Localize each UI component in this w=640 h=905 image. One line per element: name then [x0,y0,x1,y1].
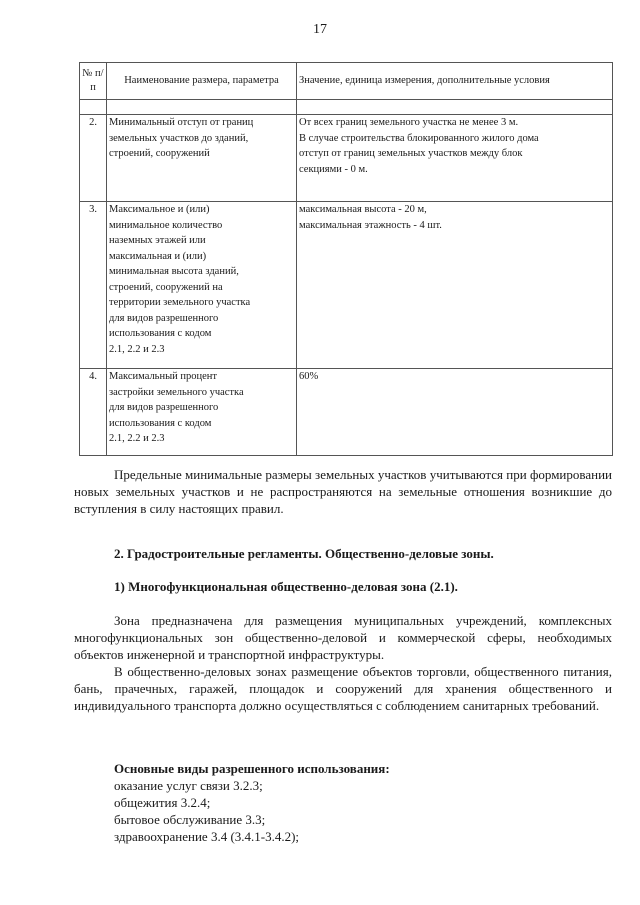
zone-requirements-paragraph: В общественно-деловых зонах размещение объектов торговли, общественного питания, бань, прачечных, гаражей, площадок и сооружений для хранения общественного и индивидуального транспорта должно осуществляться с соблюдением санитарных требований. [74,664,612,713]
row-number: 2. [80,115,107,202]
list-item: оказание услуг связи 3.2.3; [114,778,263,793]
table-spacer-row [80,100,613,115]
page-number: 17 [313,22,327,37]
list-item: бытовое обслуживание 3.3; [114,812,266,827]
list-item: здравоохранение 3.4 (3.4.1-3.4.2); [114,829,300,844]
header-number: № п/п [80,63,107,100]
permitted-uses-heading: Основные виды разрешенного использования: [114,761,390,776]
table-row [80,369,613,456]
table-row [80,202,613,369]
row-value: От всех границ земельного участка не менее 3 м. В случае строительства блокированного жилого дома отступ от границ земельных участков между блок секциями - 0 м. [297,115,613,202]
row-value: максимальная высота - 20 м, максимальная этажность - 4 шт. [297,202,613,369]
section-heading: 2. Градостроительные регламенты. Общественно-деловые зоны. [114,546,494,561]
permitted-uses-list [114,760,390,845]
table-row [80,115,613,202]
regulations-table [79,62,613,456]
row-parameter: Максимальный процент застройки земельного участка для видов разрешенного использования с кодом 2.1, 2.2 и 2.3 [107,369,297,456]
row-parameter: Максимальное и (или) минимальное количество наземных этажей или максимальная и (или) минимальная высота зданий, строений, сооружений на территории земельного участка для видов разрешенного использования с кодом 2.1, 2.2 и 2.3 [107,202,297,369]
zone-purpose-paragraph: Зона предназначена для размещения муниципальных учреждений, комплексных многофункциональных зон общественно-деловой и коммерческой сферы, необходимых объектов инженерной и транспортной инфраструктуры. [74,613,612,662]
row-parameter: Минимальный отступ от границ земельных участков до зданий, строений, сооружений [107,115,297,202]
list-item: общежития 3.2.4; [114,795,211,810]
table-header-row [80,63,613,100]
land-size-note: Предельные минимальные размеры земельных участков учитываются при формировании новых земельных участков и не распространяются на земельные отношения возникшие до вступления в силу настоящих правил. [74,467,612,516]
header-value: Значение, единица измерения, дополнительные условия [297,63,613,100]
subsection-heading: 1) Многофункциональная общественно-деловая зона (2.1). [114,579,458,594]
header-parameter: Наименование размера, параметра [107,63,297,100]
row-number: 3. [80,202,107,369]
row-value: 60% [297,369,613,456]
row-number: 4. [80,369,107,456]
